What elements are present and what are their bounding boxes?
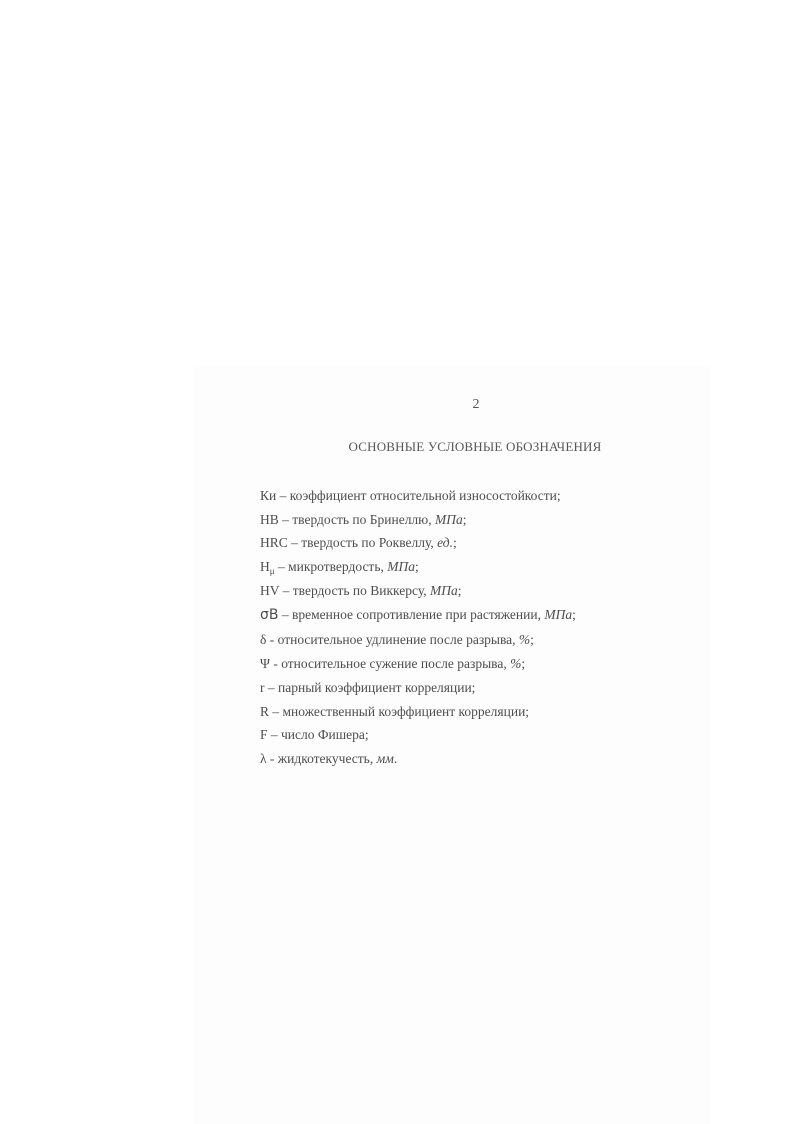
description: – микротвердость, bbox=[274, 559, 388, 575]
description: – временное сопротивление при растяжении, bbox=[278, 607, 545, 623]
symbol-item-hmu bbox=[260, 555, 700, 579]
symbol: λ bbox=[260, 750, 267, 766]
description: – коэффициент относительной износостойкости; bbox=[276, 488, 561, 503]
description: - жидкотекучесть, bbox=[266, 750, 377, 766]
item-end: ; bbox=[521, 656, 526, 672]
symbol-item-psi bbox=[260, 652, 700, 676]
unit: ед. bbox=[437, 535, 454, 551]
section-heading: ОСНОВНЫЕ УСЛОВНЫЕ ОБОЗНАЧЕНИЯ bbox=[348, 439, 602, 454]
symbol: σB bbox=[260, 607, 279, 624]
symbol-item-hrc bbox=[260, 531, 700, 555]
unit: МПа bbox=[435, 511, 463, 527]
unit: % bbox=[518, 632, 531, 648]
description: - относительное удлинение после разрыва, bbox=[266, 632, 519, 648]
symbols-list bbox=[260, 484, 700, 771]
symbol: R bbox=[260, 703, 270, 719]
symbol-item-lambda bbox=[260, 747, 700, 771]
item-end: ; bbox=[530, 632, 534, 648]
description: – число Фишера; bbox=[267, 727, 369, 743]
item-end: ; bbox=[462, 511, 467, 527]
symbol: δ bbox=[260, 632, 267, 648]
symbol-item-delta bbox=[260, 628, 700, 652]
symbol: r bbox=[260, 679, 265, 695]
description: – твердость по Бринеллю, bbox=[278, 511, 436, 527]
symbol-item-ki bbox=[260, 484, 700, 508]
symbol: HB bbox=[260, 511, 279, 527]
symbol-subscript: μ bbox=[269, 566, 275, 577]
item-end: ; bbox=[453, 535, 457, 551]
description: – парный коэффициент корреляции; bbox=[264, 679, 476, 695]
unit: мм bbox=[376, 750, 394, 766]
symbol: HRC bbox=[260, 535, 288, 551]
item-end: . bbox=[393, 750, 398, 766]
unit: МПа bbox=[387, 559, 415, 575]
item-end: ; bbox=[572, 607, 576, 623]
symbol-item-hb bbox=[260, 508, 700, 532]
unit: МПа bbox=[544, 607, 573, 623]
item-end: ; bbox=[415, 559, 419, 575]
symbol-item-hv bbox=[260, 579, 700, 603]
symbol: F bbox=[260, 727, 268, 743]
unit: % bbox=[510, 656, 522, 672]
symbol: Ки bbox=[260, 488, 277, 503]
symbol-item-r-multiple bbox=[260, 700, 700, 724]
symbol-item-r-pair bbox=[260, 676, 700, 700]
page-number: 2 bbox=[472, 397, 480, 412]
symbol: Ψ bbox=[260, 656, 270, 672]
unit: МПа bbox=[429, 582, 458, 598]
symbol-item-sigma-b bbox=[260, 602, 700, 628]
symbol: H bbox=[260, 559, 270, 575]
symbol: HV bbox=[260, 582, 280, 598]
description: – твердость по Роквеллу, bbox=[287, 535, 438, 551]
description: – множественный коэффициент корреляции; bbox=[269, 703, 530, 719]
description: - относительное сужение после разрыва, bbox=[269, 656, 511, 672]
symbol-item-f bbox=[260, 723, 700, 747]
description: – твердость по Виккерсу, bbox=[279, 582, 430, 598]
item-end: ; bbox=[457, 582, 462, 598]
